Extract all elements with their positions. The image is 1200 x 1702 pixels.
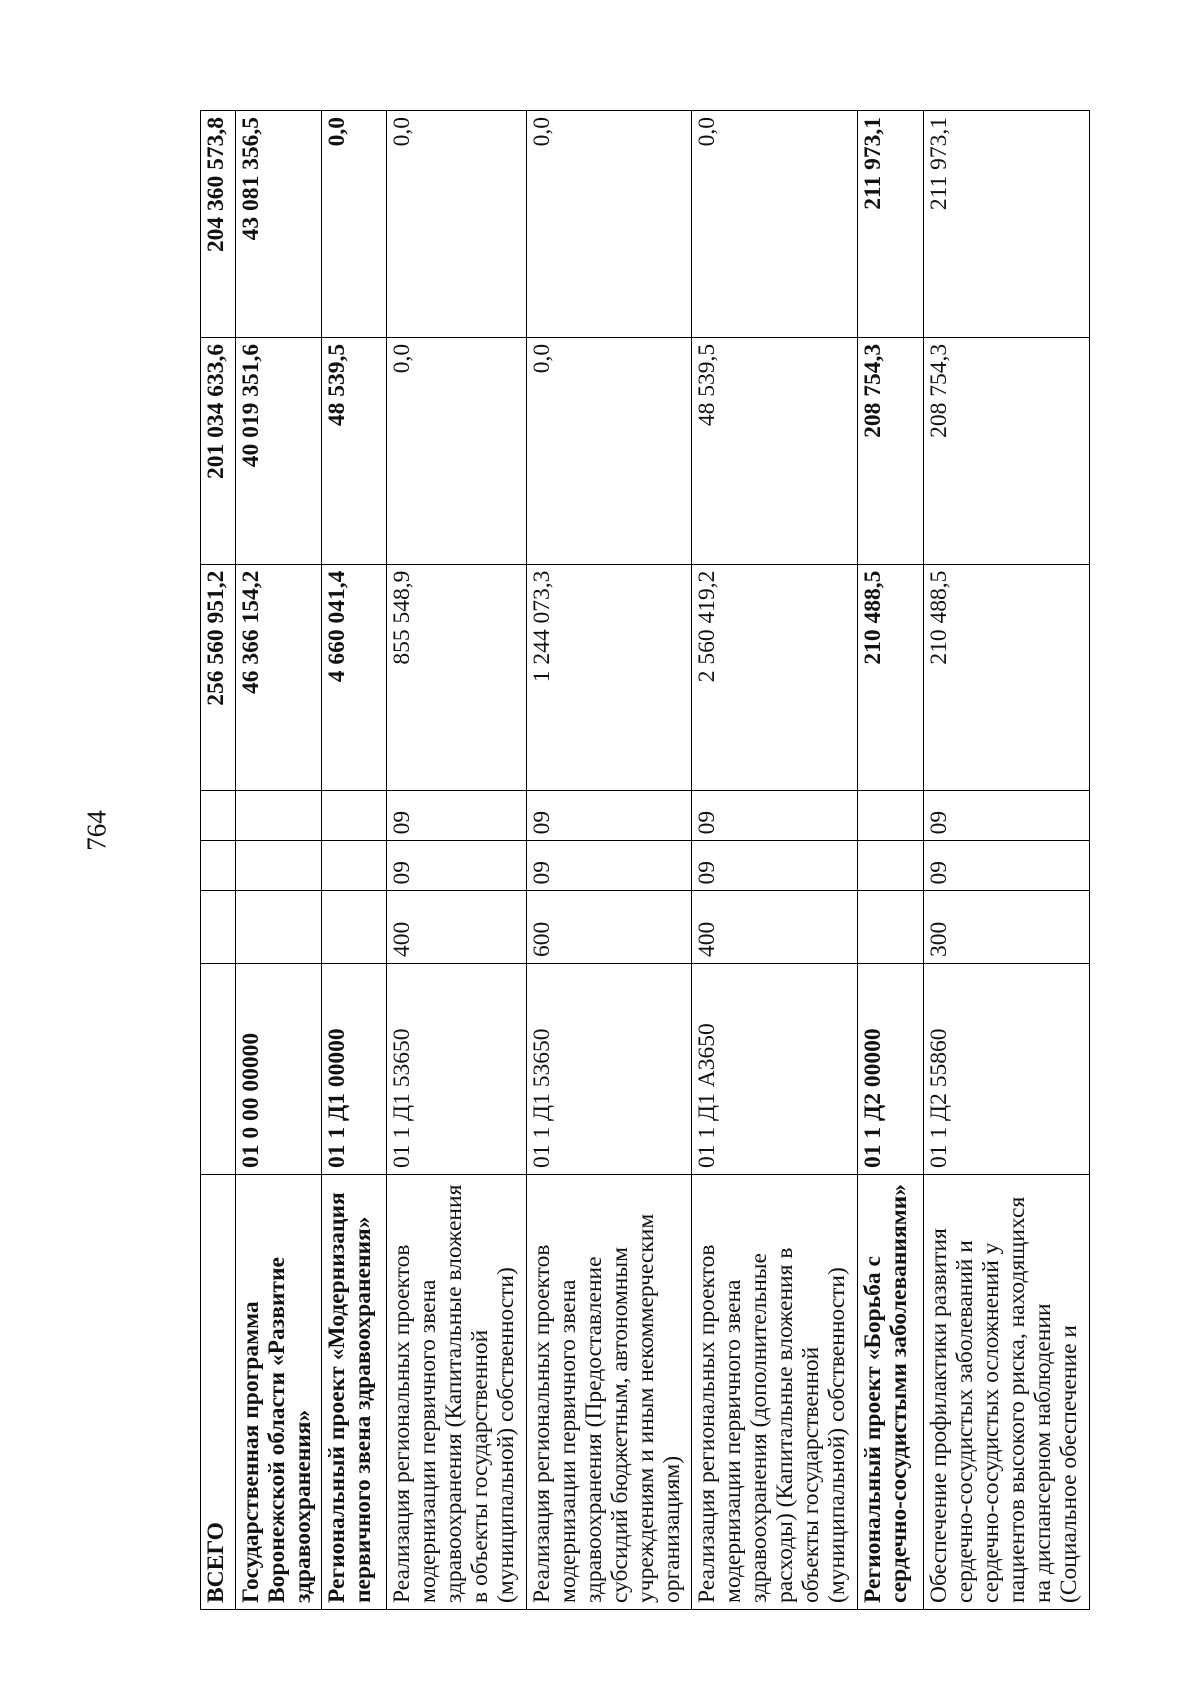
row-year1-cell: 855 548,9 — [387, 564, 526, 791]
row-year1-cell: 210 488,5 — [858, 564, 924, 791]
table-row — [526, 111, 692, 1610]
row-year1-cell: 4 660 041,4 — [321, 564, 387, 791]
row-year2-cell: 0,0 — [526, 337, 692, 564]
row-year1-cell: 256 560 951,2 — [201, 564, 236, 791]
row-pr-cell: 09 — [387, 791, 526, 841]
row-pr-cell — [201, 791, 236, 841]
row-code-cell: 01 0 00 00000 — [236, 964, 322, 1175]
page-number: 764 — [81, 810, 112, 851]
table-row — [201, 111, 236, 1610]
row-year2-cell: 40 019 351,6 — [236, 337, 322, 564]
row-year3-cell: 43 081 356,5 — [236, 111, 322, 338]
row-year2-cell: 48 539,5 — [692, 337, 858, 564]
row-rz-cell — [201, 841, 236, 891]
row-year2-cell: 48 539,5 — [321, 337, 387, 564]
row-pr-cell: 09 — [924, 791, 1090, 841]
table-row — [858, 111, 924, 1610]
row-year3-cell: 0,0 — [387, 111, 526, 338]
table-row — [924, 111, 1090, 1610]
row-pr-cell: 09 — [526, 791, 692, 841]
budget-table — [200, 110, 1090, 1610]
table-row — [236, 111, 322, 1610]
row-name-cell: Реализация региональных проектов модернизации первичного звена здравоохранения (дополнительные расходы) (Капитальные вложения в объекты государственной (муниципальной) собственности) — [692, 1174, 858, 1609]
row-year2-cell: 201 034 633,6 — [201, 337, 236, 564]
row-pr-cell: 09 — [692, 791, 858, 841]
row-year3-cell: 204 360 573,8 — [201, 111, 236, 338]
row-vr-cell: 300 — [924, 891, 1090, 964]
row-year1-cell: 210 488,5 — [924, 564, 1090, 791]
row-year3-cell: 211 973,1 — [924, 111, 1090, 338]
row-year1-cell: 2 560 419,2 — [692, 564, 858, 791]
row-name-cell: Региональный проект «Борьба с сердечно-сосудистыми заболеваниями» — [858, 1174, 924, 1609]
row-name-cell: Государственная программа Воронежской области «Развитие здравоохранения» — [236, 1174, 322, 1609]
row-code-cell: 01 1 Д1 А3650 — [692, 964, 858, 1175]
row-name-cell: Реализация региональных проектов модернизации первичного звена здравоохранения (Капитальные вложения в объекты государственной (муниципальной) собственности) — [387, 1174, 526, 1609]
row-code-cell: 01 1 Д2 00000 — [858, 964, 924, 1175]
table-row — [321, 111, 387, 1610]
row-vr-cell: 600 — [526, 891, 692, 964]
row-vr-cell — [858, 891, 924, 964]
row-vr-cell: 400 — [692, 891, 858, 964]
row-rz-cell: 09 — [387, 841, 526, 891]
row-rz-cell: 09 — [526, 841, 692, 891]
row-code-cell: 01 1 Д2 55860 — [924, 964, 1090, 1175]
row-year3-cell: 0,0 — [321, 111, 387, 338]
row-vr-cell — [321, 891, 387, 964]
row-pr-cell — [858, 791, 924, 841]
row-vr-cell — [236, 891, 322, 964]
row-year3-cell: 211 973,1 — [858, 111, 924, 338]
row-year2-cell: 208 754,3 — [924, 337, 1090, 564]
row-rz-cell — [858, 841, 924, 891]
row-code-cell: 01 1 Д1 00000 — [321, 964, 387, 1175]
row-year1-cell: 1 244 073,3 — [526, 564, 692, 791]
row-rz-cell: 09 — [692, 841, 858, 891]
row-code-cell: 01 1 Д1 53650 — [526, 964, 692, 1175]
row-year1-cell: 46 366 154,2 — [236, 564, 322, 791]
row-code-cell — [201, 964, 236, 1175]
budget-table-rotated — [200, 110, 1090, 1610]
row-year2-cell: 208 754,3 — [858, 337, 924, 564]
row-code-cell: 01 1 Д1 53650 — [387, 964, 526, 1175]
row-name-cell: Реализация региональных проектов модернизации первичного звена здравоохранения (Предоставление субсидий бюджетным, автономным учреждениям и иным некоммерческим организациям) — [526, 1174, 692, 1609]
row-year3-cell: 0,0 — [692, 111, 858, 338]
row-pr-cell — [321, 791, 387, 841]
row-pr-cell — [236, 791, 322, 841]
table-row — [692, 111, 858, 1610]
row-rz-cell: 09 — [924, 841, 1090, 891]
row-name-cell: Региональный проект «Модернизация первичного звена здравоохранения» — [321, 1174, 387, 1609]
row-year2-cell: 0,0 — [387, 337, 526, 564]
row-vr-cell: 400 — [387, 891, 526, 964]
row-year3-cell: 0,0 — [526, 111, 692, 338]
row-name-cell: ВСЕГО — [201, 1174, 236, 1609]
row-rz-cell — [321, 841, 387, 891]
row-rz-cell — [236, 841, 322, 891]
table-row — [387, 111, 526, 1610]
row-name-cell: Обеспечение профилактики развития сердечно-сосудистых заболеваний и сердечно-сосудистых осложнений у пациентов высокого риска, находящихся на диспансерном наблюдении (Социальное обеспечение и — [924, 1174, 1090, 1609]
row-vr-cell — [201, 891, 236, 964]
